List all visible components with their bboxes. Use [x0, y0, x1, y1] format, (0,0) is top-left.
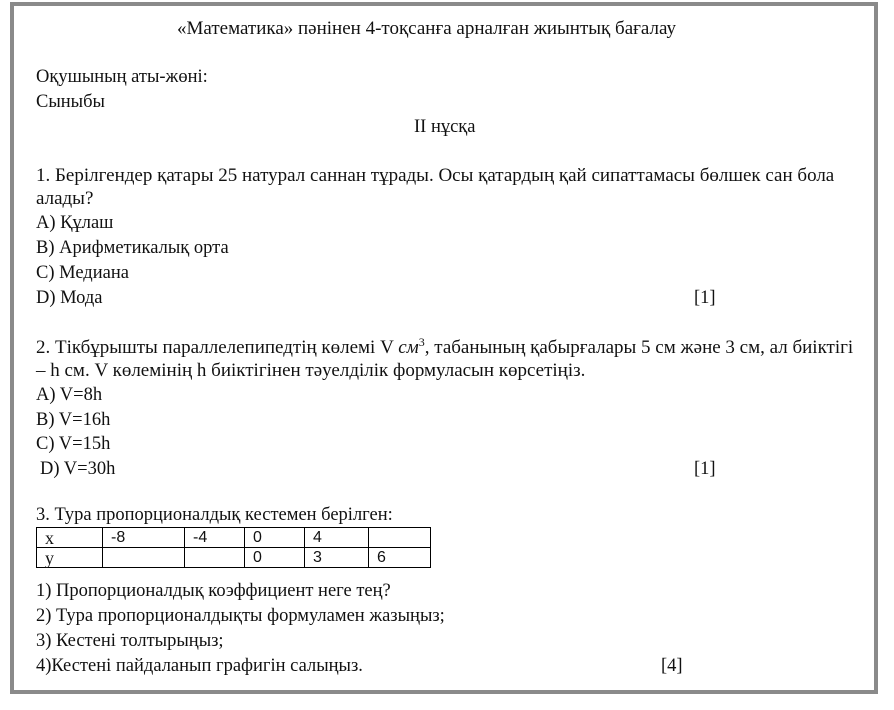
table-cell: 3 [305, 548, 369, 568]
table-cell: x [37, 528, 103, 548]
variant-label: II нұсқа [414, 117, 476, 137]
question-2-score: [1] [694, 459, 716, 479]
class-label: Сыныбы [36, 92, 105, 112]
table-cell [185, 548, 245, 568]
question-2-option-c: C) V=15h [36, 434, 111, 454]
question-2-text [36, 336, 864, 382]
table-cell: 4 [305, 528, 369, 548]
document-page [10, 2, 878, 694]
question-1-option-a: A) Құлаш [36, 213, 114, 233]
table-cell: 6 [369, 548, 431, 568]
question-2-exponent: 3 [418, 335, 425, 349]
question-1-text: 1. Берілгендер қатары 25 натурал саннан тұрады. Осы қатардың қай сипаттамасы бөлшек сан бола алады? [36, 165, 835, 209]
question-3-task-2: 2) Тура пропорционалдықты формуламен жазыңыз; [36, 606, 445, 626]
question-3-task-3: 3) Кестені толтырыңыз; [36, 631, 224, 651]
question-1-score: [1] [694, 288, 716, 308]
table-cell: y [37, 548, 103, 568]
question-2-text-before: 2. Тікбұрышты параллелепипедтің көлемі V [36, 337, 399, 358]
table-row-x [37, 528, 431, 548]
proportionality-table [36, 527, 431, 568]
question-3-text: 3. Тура пропорционалдық кестемен берілген: [36, 505, 393, 525]
question-2-text-after: , табанының қабырғалары 5 см және 3 см, ал биіктігі – h см. V көлемінің h биіктігінен тәуелділік формуласын көрсетіңіз. [36, 337, 854, 381]
document-title: «Математика» пәнінен 4-тоқсанға арналған жиынтық бағалау [177, 18, 676, 39]
question-3-task-1: 1) Пропорционалдық коэффициент неге тең? [36, 581, 391, 601]
table-cell: -4 [185, 528, 245, 548]
question-3-task-4: 4)Кестені пайдаланып графигін салыңыз. [36, 656, 363, 676]
question-2-option-a: A) V=8h [36, 385, 103, 405]
table-cell: 0 [245, 548, 305, 568]
question-1-option-c: C) Медиана [36, 263, 129, 283]
question-2-unit: см [398, 337, 419, 358]
table-cell: -8 [103, 528, 185, 548]
question-2-option-d: D) V=30h [40, 459, 116, 479]
question-1-option-d: D) Мода [36, 288, 103, 308]
table-cell [369, 528, 431, 548]
student-name-label: Оқушының аты-жөні: [36, 67, 208, 87]
question-1-option-b: B) Арифметикалық орта [36, 238, 229, 258]
question-2-option-b: B) V=16h [36, 410, 111, 430]
question-3-score: [4] [661, 656, 683, 676]
table-cell [103, 548, 185, 568]
table-cell: 0 [245, 528, 305, 548]
table-row-y [37, 548, 431, 568]
